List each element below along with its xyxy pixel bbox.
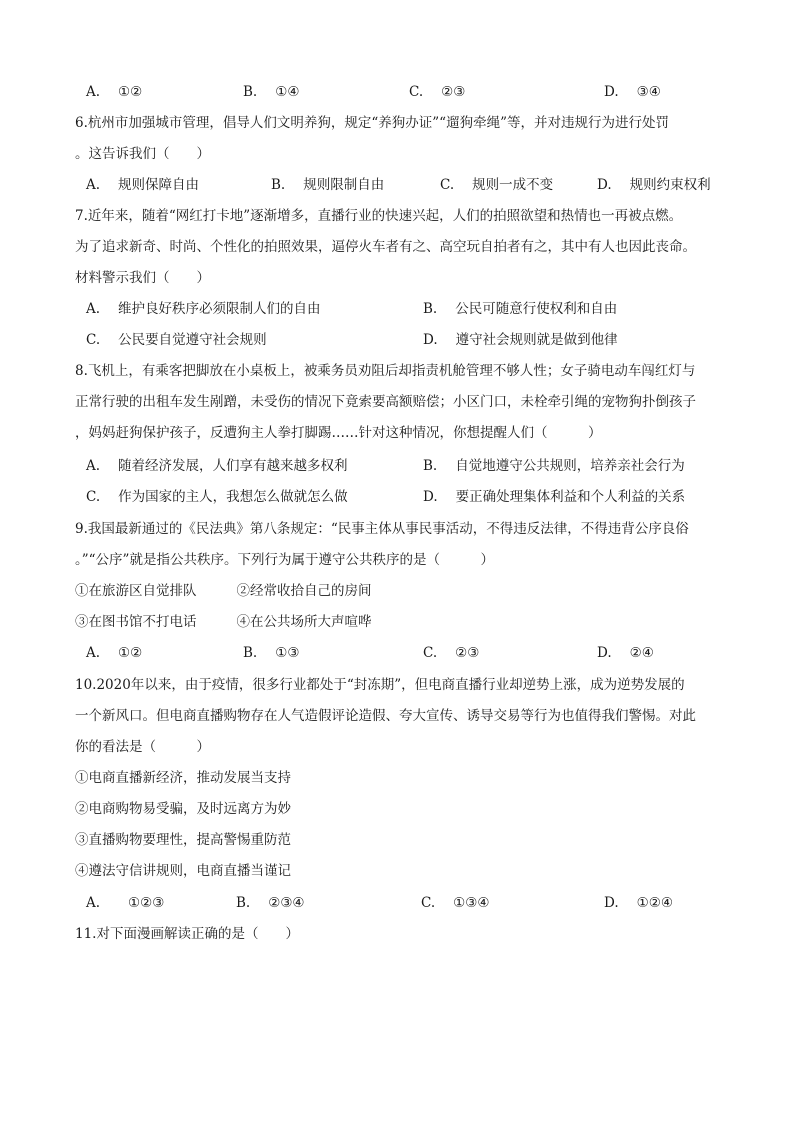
q10-option-a[interactable]: A. ①②③ — [86, 895, 165, 911]
q9-stem-line: 9.我国最新通过的《民法典》第八条规定：“民事主体从事民事活动，不得违反法律，不得违背公序良俗 — [75, 521, 689, 537]
q8-option-a[interactable]: A. 随着经济发展，人们享有越来越多权利 — [86, 458, 348, 474]
q10-options — [86, 894, 726, 912]
q10-statement: ④遵法守信讲规则，电商直播当谨记 — [75, 863, 291, 879]
q9-statement: ②经常收拾自己的房间 — [236, 583, 372, 599]
q9-option-c[interactable]: C. ②③ — [423, 645, 480, 661]
q5-option-b[interactable]: B. ①④ — [243, 84, 300, 100]
q7-option-d[interactable]: D. 遵守社会规则就是做到他律 — [423, 332, 618, 348]
q8-options — [86, 457, 726, 475]
q6-stem-line: 。这告诉我们（ ） — [75, 146, 210, 162]
q9-statement: ①在旅游区自觉排队 — [75, 583, 197, 599]
q6-option-c[interactable]: C. 规则一成不变 — [440, 177, 554, 193]
q5-options — [86, 83, 726, 101]
q10-stem-line: 10.2020年以来，由于疫情，很多行业都处于“封冻期”，但电商直播行业却逆势上涨，成为逆势发展的 — [75, 677, 685, 693]
q9-stem-line: 。”“公序”就是指公共秩序。下列行为属于遵守公共秩序的是（ ） — [75, 552, 494, 568]
q10-stem-line: 一个新风口。但电商直播购物存在人气造假评论造假、夸大宣传、诱导交易等行为也值得我们警惕。对此 — [75, 708, 696, 724]
q8-options — [86, 488, 726, 506]
q8-option-b[interactable]: B. 自觉地遵守公共规则，培养亲社会行为 — [423, 458, 685, 474]
q8-option-c[interactable]: C. 作为国家的主人，我想怎么做就怎么做 — [86, 489, 348, 505]
q7-stem-line: 7.近年来，随着“网红打卡地”逐渐增多，直播行业的快速兴起，人们的拍照欲望和热情也一再被点燃。 — [75, 208, 683, 224]
q6-options — [86, 176, 726, 194]
q5-option-d[interactable]: D. ③④ — [604, 84, 661, 100]
q10-statement: ③直播购物要理性，提高警惕重防范 — [75, 832, 291, 848]
q9-statement: ④在公共场所大声喧哗 — [236, 614, 372, 630]
q7-options — [86, 331, 726, 349]
q9-option-a[interactable]: A. ①② — [86, 645, 143, 661]
q6-option-b[interactable]: B. 规则限制自由 — [271, 177, 385, 193]
q9-statement: ③在图书馆不打电话 — [75, 614, 197, 630]
q6-option-a[interactable]: A. 规则保障自由 — [86, 177, 200, 193]
q10-statement: ①电商直播新经济，推动发展当支持 — [75, 770, 291, 786]
q9-statement-row — [75, 613, 372, 631]
q7-options — [86, 300, 726, 318]
q9-option-d[interactable]: D. ②④ — [597, 645, 654, 661]
q10-statement: ②电商购物易受骗，及时远离方为妙 — [75, 801, 291, 817]
q10-option-b[interactable]: B. ②③④ — [236, 895, 305, 911]
q9-options — [86, 644, 726, 662]
q9-option-b[interactable]: B. ①③ — [243, 645, 300, 661]
q5-option-c[interactable]: C. ②③ — [409, 84, 466, 100]
q11-stem-line: 11.对下面漫画解读正确的是（ ） — [75, 926, 299, 942]
q10-option-d[interactable]: D. ①②④ — [604, 895, 673, 911]
q6-stem-line: 6.杭州市加强城市管理，倡导人们文明养狗，规定“养狗办证”“遛狗牵绳”等，并对违规行为进行处罚 — [75, 115, 669, 131]
q9-statement-row — [75, 582, 372, 600]
q7-option-c[interactable]: C. 公民要自觉遵守社会规则 — [86, 332, 267, 348]
q8-stem-line: 8.飞机上，有乘客把脚放在小桌板上，被乘务员劝阻后却指责机舱管理不够人性；女子骑电动车闯红灯与 — [75, 363, 696, 379]
q10-option-c[interactable]: C. ①③④ — [421, 895, 490, 911]
q7-stem-line: 为了追求新奇、时尚、个性化的拍照效果，逼停火车者有之、高空玩自拍者有之，其中有人也因此丧命。 — [75, 239, 696, 255]
q7-option-b[interactable]: B. 公民可随意行使权利和自由 — [423, 301, 618, 317]
q10-stem-line: 你的看法是（ ） — [75, 739, 210, 755]
q7-option-a[interactable]: A. 维护良好秩序必须限制人们的自由 — [86, 301, 321, 317]
q7-stem-line: 材料警示我们（ ） — [75, 270, 210, 286]
q8-stem-line: 正常行驶的出租车发生剐蹭，未受伤的情况下竟索要高额赔偿；小区门口，未栓牵引绳的宠物狗扑倒孩子 — [75, 394, 696, 410]
q5-option-a[interactable]: A. ①② — [86, 84, 143, 100]
q8-stem-line: ，妈妈赶狗保护孩子，反遭狗主人拳打脚踢……针对这种情况，你想提醒人们（ ） — [75, 425, 602, 441]
q6-option-d[interactable]: D. 规则约束权利 — [597, 177, 711, 193]
q8-option-d[interactable]: D. 要正确处理集体利益和个人利益的关系 — [423, 489, 686, 505]
